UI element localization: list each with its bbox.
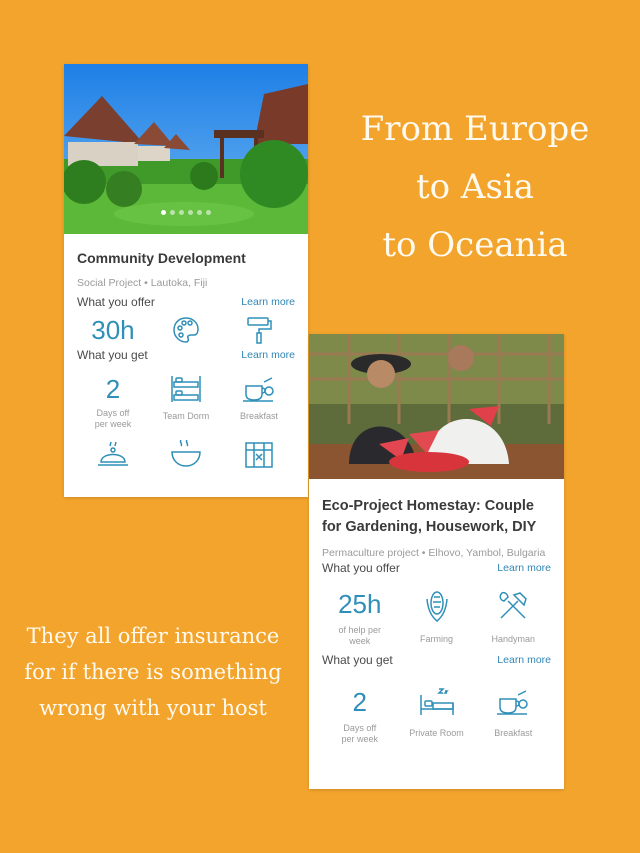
- listing-photo[interactable]: [309, 334, 564, 479]
- days-off-caption: Days off per week: [341, 723, 379, 744]
- headline-line-1: From Europe: [360, 109, 590, 149]
- handyman-tools-icon: [496, 589, 530, 623]
- paint-roller-icon: [244, 315, 274, 345]
- insurance-line-3: wrong with your host: [39, 696, 267, 720]
- private-room-label: Private Room: [409, 728, 464, 738]
- listing-meta: Permaculture project • Elhovo, Yambol, Bulgaria: [322, 547, 546, 559]
- get-learn-more-link[interactable]: Learn more: [241, 349, 295, 361]
- insurance-line-2: for if there is something: [24, 660, 282, 684]
- listing-card-community-development[interactable]: [64, 64, 308, 497]
- carousel-dots[interactable]: [64, 202, 308, 220]
- get-label: What you get: [322, 653, 393, 667]
- insurance-note: [18, 618, 288, 726]
- listing-title[interactable]: Eco-Project Homestay: Couple for Gardening, Housework, DIY: [322, 498, 537, 535]
- breakfast-label: Breakfast: [494, 728, 533, 738]
- offer-hours-value: 30h: [91, 315, 135, 345]
- private-room-bed-icon: [419, 687, 455, 717]
- soup-bowl-icon: [169, 440, 203, 470]
- offer-hours-value: 25h: [338, 589, 382, 619]
- breakfast-icon: [242, 374, 276, 404]
- food-tray-icon: [96, 440, 130, 470]
- offer-learn-more-link[interactable]: Learn more: [497, 562, 551, 574]
- listing-photo[interactable]: [64, 64, 308, 234]
- farming-corn-icon: [422, 589, 452, 623]
- offer-label: What you offer: [322, 561, 400, 575]
- listing-meta: Social Project • Lautoka, Fiji: [77, 277, 208, 289]
- breakfast-icon: [496, 687, 530, 717]
- offer-hours-caption: of help per week: [338, 625, 382, 646]
- team-dorm-label: Team Dorm: [162, 411, 210, 421]
- headline: [340, 100, 610, 274]
- bunk-bed-icon: [169, 374, 203, 404]
- listing-card-eco-project[interactable]: [309, 334, 564, 789]
- days-off-value: 2: [105, 374, 121, 404]
- days-off-caption: Days off per week: [94, 408, 132, 429]
- handyman-label: Handyman: [491, 634, 535, 644]
- painting-palette-icon: [171, 315, 201, 345]
- insurance-line-1: They all offer insurance: [26, 624, 280, 648]
- offer-label: What you offer: [77, 295, 155, 309]
- get-label: What you get: [77, 348, 148, 362]
- map-icon: [242, 440, 276, 470]
- days-off-value: 2: [352, 687, 368, 717]
- headline-line-3: to Oceania: [382, 225, 568, 265]
- farming-label: Farming: [419, 634, 453, 644]
- breakfast-label: Breakfast: [240, 411, 279, 421]
- offer-learn-more-link[interactable]: Learn more: [241, 296, 295, 308]
- headline-line-2: to Asia: [415, 167, 535, 207]
- listing-title[interactable]: Community Development: [77, 250, 246, 266]
- get-learn-more-link[interactable]: Learn more: [497, 654, 551, 666]
